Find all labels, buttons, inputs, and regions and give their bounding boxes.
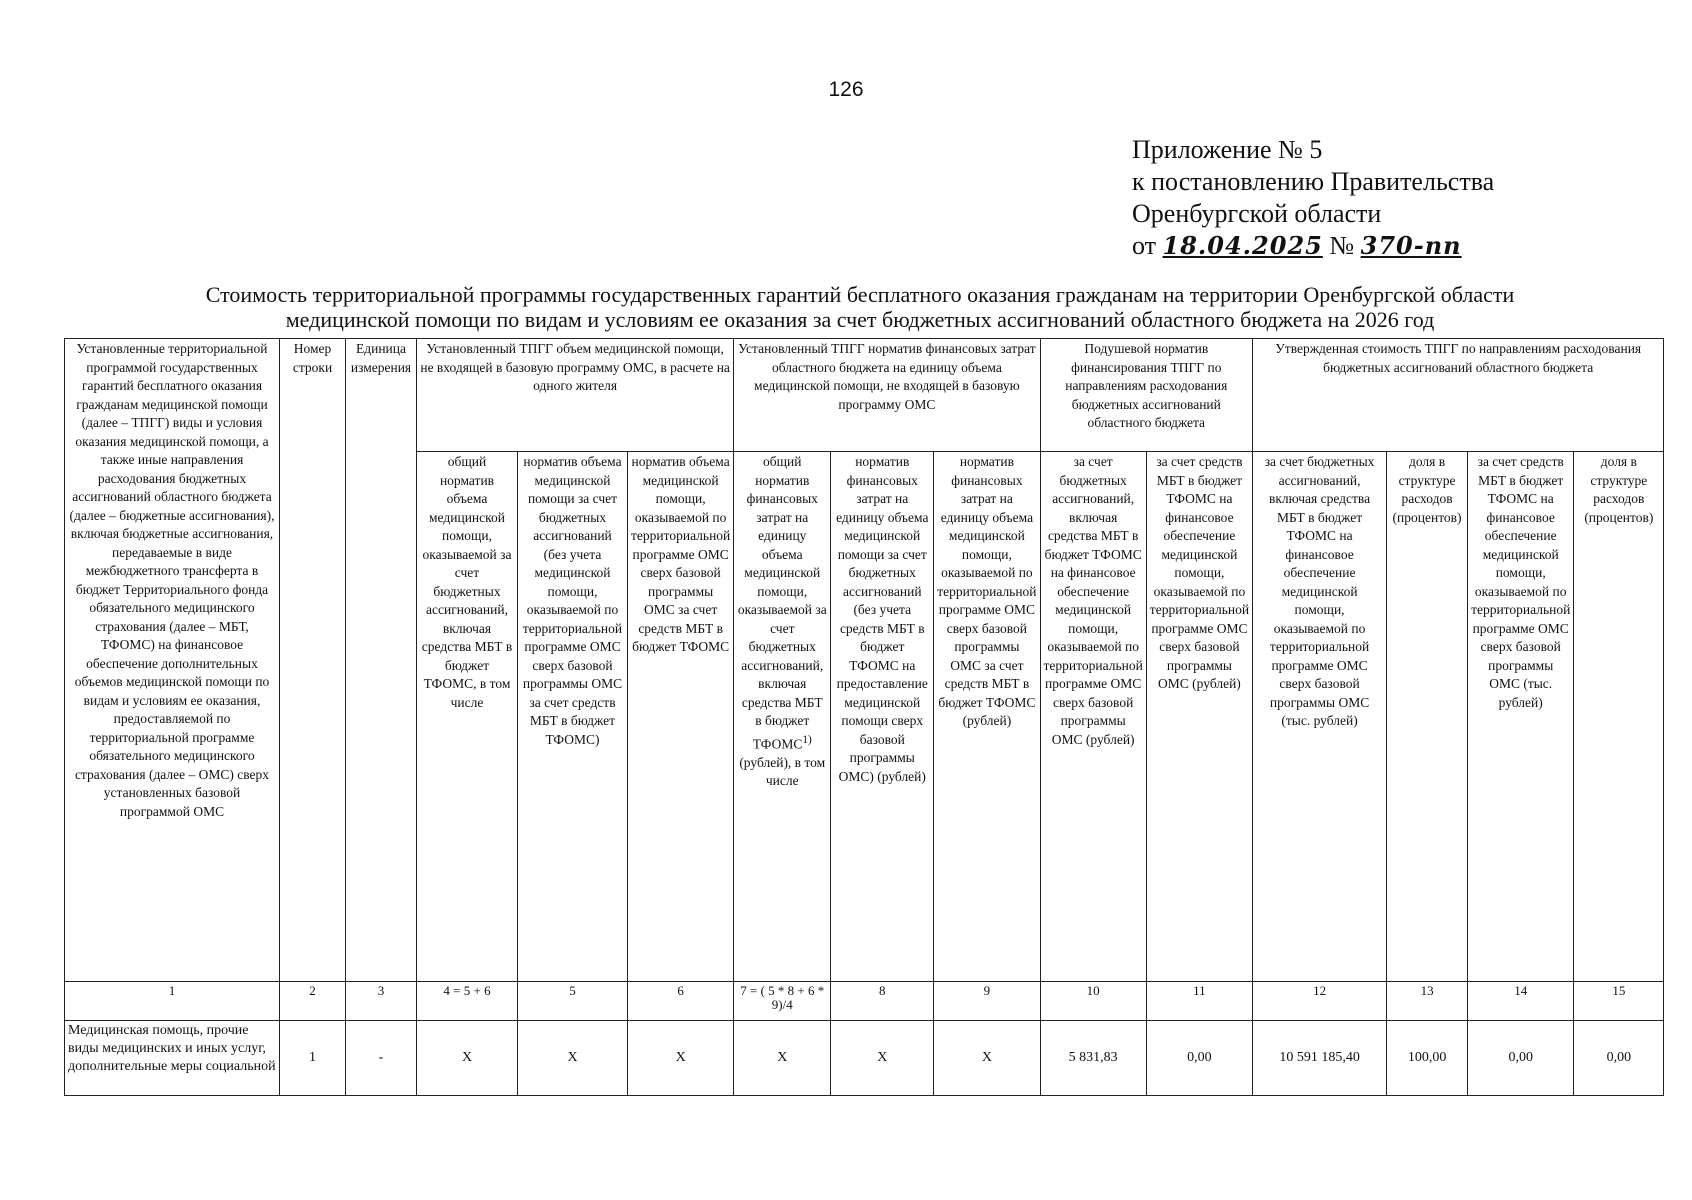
- header-col2: Номер строки: [280, 339, 346, 982]
- row-unit: -: [346, 1021, 417, 1096]
- page-number: 126: [828, 78, 864, 101]
- footnote-marker: 1): [802, 733, 812, 746]
- header-c5: норматив объема медицинской помощи за счет бюджетных ассигнований (без учета медицинской помощи, оказываемой по территориальной программе ОМС сверх базовой программы ОМС за счет средств МБТ в бюджет ТФОМС): [518, 452, 628, 982]
- header-col3: Единица измерения: [346, 339, 417, 982]
- cell-c9: X: [934, 1021, 1040, 1096]
- colnum-14: 14: [1468, 982, 1574, 1021]
- appendix-line-3: Оренбургской области: [1132, 199, 1382, 228]
- header-c11: за счет средств МБТ в бюджет ТФОМС на финансовое обеспечение медицинской помощи, оказываемой по территориальной программе ОМС сверх базовой программы ОМС (рублей): [1146, 452, 1252, 982]
- handwritten-number: 370-пп: [1360, 231, 1462, 260]
- colnum-2: 2: [280, 982, 346, 1021]
- colnum-6: 6: [628, 982, 734, 1021]
- header-c15: доля в структуре расходов (процентов): [1574, 452, 1664, 982]
- header-c7: [734, 452, 831, 982]
- header-c10: за счет бюджетных ассигнований, включая средства МБТ в бюджет ТФОМС на финансовое обеспечение медицинской помощи, оказываемой по территориальной программе ОМС сверх базовой программы ОМС (рублей): [1040, 452, 1146, 982]
- appendix-line-1: Приложение № 5: [1132, 135, 1323, 164]
- header-group-norm: Установленный ТПГГ норматив финансовых затрат областного бюджета на единицу объема медицинской помощи, не входящей в базовую программу ОМС: [734, 339, 1040, 452]
- cost-table: [64, 338, 1664, 1096]
- cell-c7: X: [734, 1021, 831, 1096]
- cell-c14: 0,00: [1468, 1021, 1574, 1096]
- colnum-15: 15: [1574, 982, 1664, 1021]
- handwritten-date: 18.04.2025: [1162, 231, 1323, 260]
- cell-c4: X: [417, 1021, 518, 1096]
- colnum-7: 7 = ( 5 * 8 + 6 * 9)/4: [734, 982, 831, 1021]
- header-group-cost: Утвержденная стоимость ТПГГ по направлениям расходования бюджетных ассигнований областного бюджета: [1253, 339, 1664, 452]
- number-prefix: №: [1329, 231, 1355, 260]
- cell-c12: 10 591 185,40: [1253, 1021, 1387, 1096]
- header-c12: за счет бюджетных ассигнований, включая средства МБТ в бюджет ТФОМС на финансовое обеспечение медицинской помощи, оказываемой по территориальной программе ОМС сверх базовой программы ОМС (тыс. рублей): [1253, 452, 1387, 982]
- row-number: 1: [280, 1021, 346, 1096]
- cell-c15: 0,00: [1574, 1021, 1664, 1096]
- header-c7-text: общий норматив финансовых затрат на единицу объема медицинской помощи, оказываемой за счет бюджетных ассигнований, включая средства МБТ в бюджет ТФОМС: [737, 454, 827, 751]
- header-c14: за счет средств МБТ в бюджет ТФОМС на финансовое обеспечение медицинской помощи, оказываемой по территориальной программе ОМС сверх базовой программы ОМС (тыс. рублей): [1468, 452, 1574, 982]
- cell-c6: X: [628, 1021, 734, 1096]
- appendix-line-2: к постановлению Правительства: [1132, 167, 1495, 196]
- date-prefix: от: [1132, 231, 1157, 260]
- header-group-percap: Подушевой норматив финансирования ТПГГ по направлениям расходования бюджетных ассигнований областного бюджета: [1040, 339, 1253, 452]
- table-row: [65, 1021, 1664, 1096]
- colnum-3: 3: [346, 982, 417, 1021]
- colnum-1: 1: [65, 982, 280, 1021]
- title-line-2: медицинской помощи по видам и условиям ее оказания за счет бюджетных ассигнований областного бюджета на 2026 год: [285, 307, 1435, 332]
- colnum-4: 4 = 5 + 6: [417, 982, 518, 1021]
- cell-c5: X: [518, 1021, 628, 1096]
- appendix-block: [1132, 134, 1494, 262]
- header-row-1: [65, 339, 1664, 452]
- colnum-11: 11: [1146, 982, 1252, 1021]
- header-c9: норматив финансовых затрат на единицу объема медицинской помощи, оказываемой по территориальной программе ОМС сверх базовой программы ОМС за счет средств МБТ в бюджет ТФОМС (рублей): [934, 452, 1040, 982]
- header-col1: Установленные территориальной программой государственных гарантий бесплатного оказания гражданам медицинской помощи (далее – ТПГГ) виды и условия оказания медицинской помощи, а также иные направления расходования бюджетных ассигнований областного бюджета (далее – бюджетные ассигнования), включая бюджетные ассигнования, передаваемые в виде межбюджетного трансферта в бюджет Территориального фонда обязательного медицинского страхования (далее – МБТ, ТФОМС) на финансовое обеспечение дополнительных объемов медицинской помощи по видам и условиям ее оказания, предоставляемой по территориальной программе обязательного медицинского страхования (далее – ОМС) сверх установленных базовой программой ОМС: [65, 339, 280, 982]
- colnum-12: 12: [1253, 982, 1387, 1021]
- colnum-9: 9: [934, 982, 1040, 1021]
- appendix-date-line: [1132, 230, 1494, 262]
- cell-c10: 5 831,83: [1040, 1021, 1146, 1096]
- cell-c13: 100,00: [1387, 1021, 1468, 1096]
- header-c8: норматив финансовых затрат на единицу объема медицинской помощи за счет бюджетных ассигнований (без учета средств МБТ в бюджет ТФОМС на предоставление медицинской помощи сверх базовой программы ОМС) (рублей): [831, 452, 934, 982]
- colnum-10: 10: [1040, 982, 1146, 1021]
- header-c7-tail: (рублей), в том числе: [739, 754, 826, 788]
- title-line-1: Стоимость территориальной программы государственных гарантий бесплатного оказания гражданам на территории Оренбургской области: [205, 282, 1515, 307]
- cell-c11: 0,00: [1146, 1021, 1252, 1096]
- colnum-5: 5: [518, 982, 628, 1021]
- header-group-volume: Установленный ТПГГ объем медицинской помощи, не входящей в базовую программу ОМС, в расчете на одного жителя: [417, 339, 734, 452]
- header-c4: общий норматив объема медицинской помощи, оказываемой за счет бюджетных ассигнований, включая средства МБТ в бюджет ТФОМС, в том числе: [417, 452, 518, 982]
- row-name: Медицинская помощь, прочие виды медицинских и иных услуг, дополнительные меры социальной: [65, 1021, 280, 1096]
- header-c13: доля в структуре расходов (процентов): [1387, 452, 1468, 982]
- cell-c8: X: [831, 1021, 934, 1096]
- header-c6: норматив объема медицинской помощи, оказываемой по территориальной программе ОМС сверх базовой программы ОМС за счет средств МБТ в бюджет ТФОМС: [628, 452, 734, 982]
- document-title: [100, 282, 1620, 332]
- column-number-row: [65, 982, 1664, 1021]
- colnum-8: 8: [831, 982, 934, 1021]
- colnum-13: 13: [1387, 982, 1468, 1021]
